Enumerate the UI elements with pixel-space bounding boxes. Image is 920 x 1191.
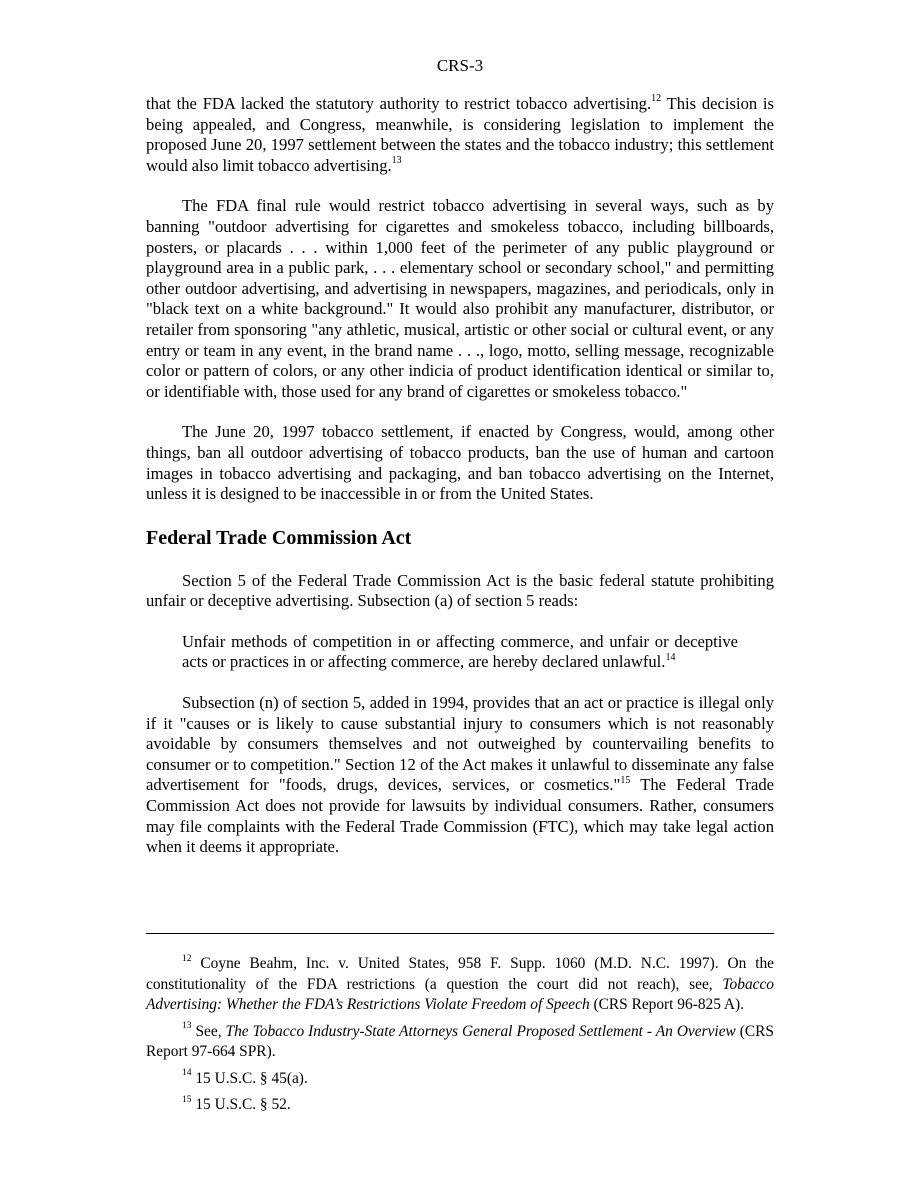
report-title: The Tobacco Industry-State Attorneys General Proposed Settlement - An Overview (225, 1022, 736, 1040)
paragraph-subsection-n (146, 693, 774, 858)
paragraph-fda-decision (146, 94, 774, 176)
paragraph-section-5: Section 5 of the Federal Trade Commission Act is the basic federal statute prohibiting unfair or deceptive advertising. Subsection (a) of section 5 reads: (146, 570, 774, 611)
quote-text: Unfair methods of competition in or affecting commerce, and unfair or deceptive acts or practices in or affecting commerce, are hereby declared unlawful. (182, 631, 738, 672)
footnote-ref-14[interactable]: 14 (665, 651, 676, 663)
footnote-number: 12 (182, 953, 192, 964)
paragraph-fda-final-rule: The FDA final rule would restrict tobacco advertising in several ways, such as by banning "outdoor advertising for cigarettes and smokeless tobacco, including billboards, posters, or placards . . . within 1,000 feet of the perimeter of any public playground or playground area in a public park, . . . elementary school or secondary school," and permitting other outdoor advertising, and advertising in newspapers, magazines, and periodicals, only in "black text on a white background." It would also prohibit any manufacturer, distributor, or retailer from sponsoring "any athletic, musical, artistic or other social or cultural event, or any entry or team in any event, in the brand name . . ., logo, motto, selling message, recognizable color or pattern of colors, or any other indicia of product identification identical or similar to, or identifiable with, those used for any brand of cigarettes or smokeless tobacco." (146, 196, 774, 401)
footnote-text: (CRS Report 97-664 SPR). (146, 1022, 774, 1060)
footnote-15 (146, 1095, 774, 1116)
footnote-number: 14 (182, 1068, 192, 1079)
report-title: Tobacco Advertising: Whether the FDA’s Restrictions Violate Freedom of Speech (146, 975, 774, 1013)
footnotes (146, 954, 774, 1116)
footnote-12 (146, 954, 774, 1016)
footnote-ref-15[interactable]: 15 (620, 774, 631, 786)
footnote-number: 15 (182, 1094, 192, 1105)
footnote-text: Coyne Beahm, Inc. v. United States, 958 F. Supp. 1060 (M.D. N.C. 1997). On the constitutionality of the FDA restrictions (a question the court did not reach), see, (146, 955, 774, 993)
main-text (146, 94, 774, 858)
footnote-text: See, (191, 1022, 226, 1040)
footnote-divider (146, 933, 774, 934)
footnote-ref-13[interactable]: 13 (391, 155, 402, 167)
block-quote (182, 632, 738, 673)
footnote-14 (146, 1069, 774, 1090)
footnote-text: (CRS Report 96-825 A). (589, 996, 744, 1013)
page-number-header: CRS-3 (436, 56, 484, 75)
footnote-text: 15 U.S.C. § 45(a). (191, 1069, 308, 1087)
paragraph-text: that the FDA lacked the statutory authority to restrict tobacco advertising. (146, 94, 652, 113)
paragraph-text: Subsection (n) of section 5, added in 1994, provides that an act or practice is illegal only if it "causes or is likely to cause substantial injury to consumers which is not reasonably avoidable by consumers themselves and not outweighed by countervailing benefits to consumer or to competition." Section 12 of the Act makes it unlawful to disseminate any false advertisement for "foods, drugs, devices, services, or cosmetics." (146, 693, 774, 795)
footnote-13 (146, 1022, 774, 1063)
paragraph-text: The Federal Trade Commission Act does not provide for lawsuits by individual consumers. Rather, consumers may file complaints with the Federal Trade Commission (FTC), which may take legal action when it deems it appropriate. (146, 775, 774, 857)
footnote-text: 15 U.S.C. § 52. (191, 1096, 291, 1113)
paragraph-tobacco-settlement: The June 20, 1997 tobacco settlement, if enacted by Congress, would, among other things, ban all outdoor advertising of tobacco products, ban the use of human and cartoon images in tobacco advertising and packaging, and ban tobacco advertising on the Internet, unless it is designed to be inaccessible in or from the United States. (146, 422, 774, 504)
footnote-number: 13 (182, 1021, 192, 1032)
paragraph-text: This decision is being appealed, and Congress, meanwhile, is considering legislation to implement the proposed June 20, 1997 settlement between the states and the tobacco industry; this settlement would also limit tobacco advertising. (146, 94, 774, 175)
footnote-ref-12[interactable]: 12 (651, 93, 662, 105)
section-heading: Federal Trade Commission Act (146, 526, 412, 549)
